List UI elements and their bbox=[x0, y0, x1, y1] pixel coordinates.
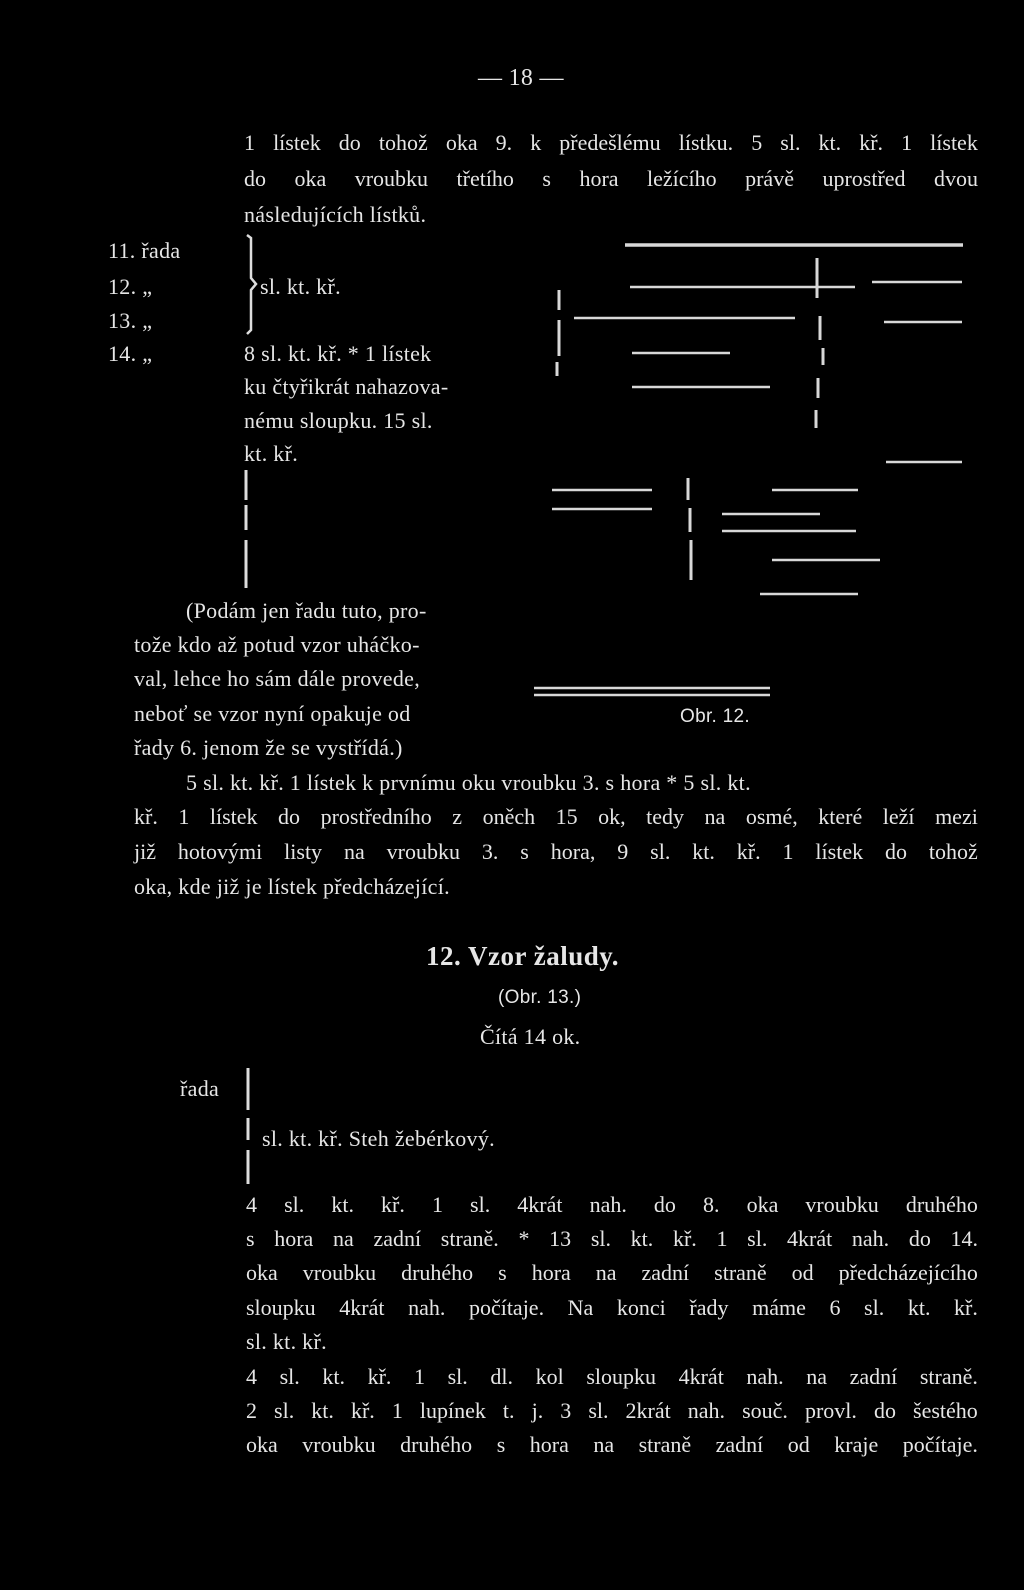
row-label-13: 13. „ bbox=[108, 308, 153, 333]
row-label-11: 11. řada bbox=[108, 238, 181, 263]
row-label-12: 12. „ bbox=[108, 274, 153, 299]
row-label-14: 14. „ bbox=[108, 341, 153, 366]
row-14-line-4: kt. kř. bbox=[244, 441, 299, 466]
note-line-4: neboť se vzor nyní opakuje od bbox=[134, 701, 411, 726]
row-brace bbox=[247, 235, 256, 334]
note-line-3: val, lehce ho sám dále provede, bbox=[134, 666, 421, 691]
paragraph-line-2: kř. 1 lístek do prostředního z oněch 15 ok, tedy na osmé, které leží mezi bbox=[134, 804, 978, 829]
intro-line-2: do oka vroubku třetího s hora ležícího právě uprostřed dvou bbox=[244, 166, 978, 191]
page-number: — 18 — bbox=[478, 65, 564, 91]
intro-line-1: 1 lístek do tohož oka 9. k předešlému lístku. 5 sl. kt. kř. 1 lístek bbox=[244, 130, 978, 155]
section-subtitle: (Obr. 13.) bbox=[498, 987, 582, 1008]
rows-12-instruction: sl. kt. kř. bbox=[260, 274, 341, 299]
note-line-2: tože kdo až potud vzor uháčko- bbox=[134, 632, 420, 657]
figure-12-caption: Obr. 12. bbox=[680, 706, 750, 727]
instruction-line-7: 2 sl. kt. kř. 1 lupínek t. j. 3 sl. 2krát nah. souč. provl. do šestého bbox=[246, 1398, 978, 1423]
row-14-line-3: nému sloupku. 15 sl. bbox=[244, 408, 433, 433]
note-line-1: (Podám jen řadu tuto, pro- bbox=[186, 598, 427, 623]
row-14-line-1: 8 sl. kt. kř. * 1 lístek bbox=[244, 341, 432, 366]
paragraph-line-4: oka, kde již je lístek předcházející. bbox=[134, 874, 450, 899]
intro-line-3: následujících lístků. bbox=[244, 202, 427, 227]
section-count: Čítá 14 ok. bbox=[480, 1024, 581, 1049]
instruction-line-2: s hora na zadní straně. * 13 sl. kt. kř. 1 sl. 4krát nah. do 14. bbox=[246, 1226, 978, 1251]
instruction-line-6: 4 sl. kt. kř. 1 sl. dl. kol sloupku 4krát nah. na zadní straně. bbox=[246, 1364, 978, 1389]
row-14-line-2: ku čtyřikrát nahazova- bbox=[244, 374, 449, 399]
instruction-line-8: oka vroubku druhého s hora na straně zadní od kraje počítaje. bbox=[246, 1432, 978, 1457]
paragraph-line-1: 5 sl. kt. kř. 1 lístek k prvnímu oku vroubku 3. s hora * 5 sl. kt. bbox=[186, 770, 751, 795]
note-line-5: řady 6. jenom že se vystřídá.) bbox=[134, 735, 403, 760]
paragraph-line-3: již hotovými listy na vroubku 3. s hora, 9 sl. kt. kř. 1 lístek do tohož bbox=[134, 839, 978, 864]
steh-line: sl. kt. kř. Steh žebérkový. bbox=[262, 1126, 495, 1151]
section-title: 12. Vzor žaludy. bbox=[426, 941, 620, 971]
instruction-line-4: sloupku 4krát nah. počítaje. Na konci řady máme 6 sl. kt. kř. bbox=[246, 1295, 978, 1320]
instruction-line-1: 4 sl. kt. kř. 1 sl. 4krát nah. do 8. oka vroubku druhého bbox=[246, 1192, 978, 1217]
figure-12-drawing bbox=[534, 245, 963, 695]
instruction-line-5: sl. kt. kř. bbox=[246, 1329, 327, 1354]
instruction-line-3: oka vroubku druhého s hora na zadní straně od předcházejícího bbox=[246, 1260, 978, 1285]
rada-label: řada bbox=[180, 1076, 220, 1101]
